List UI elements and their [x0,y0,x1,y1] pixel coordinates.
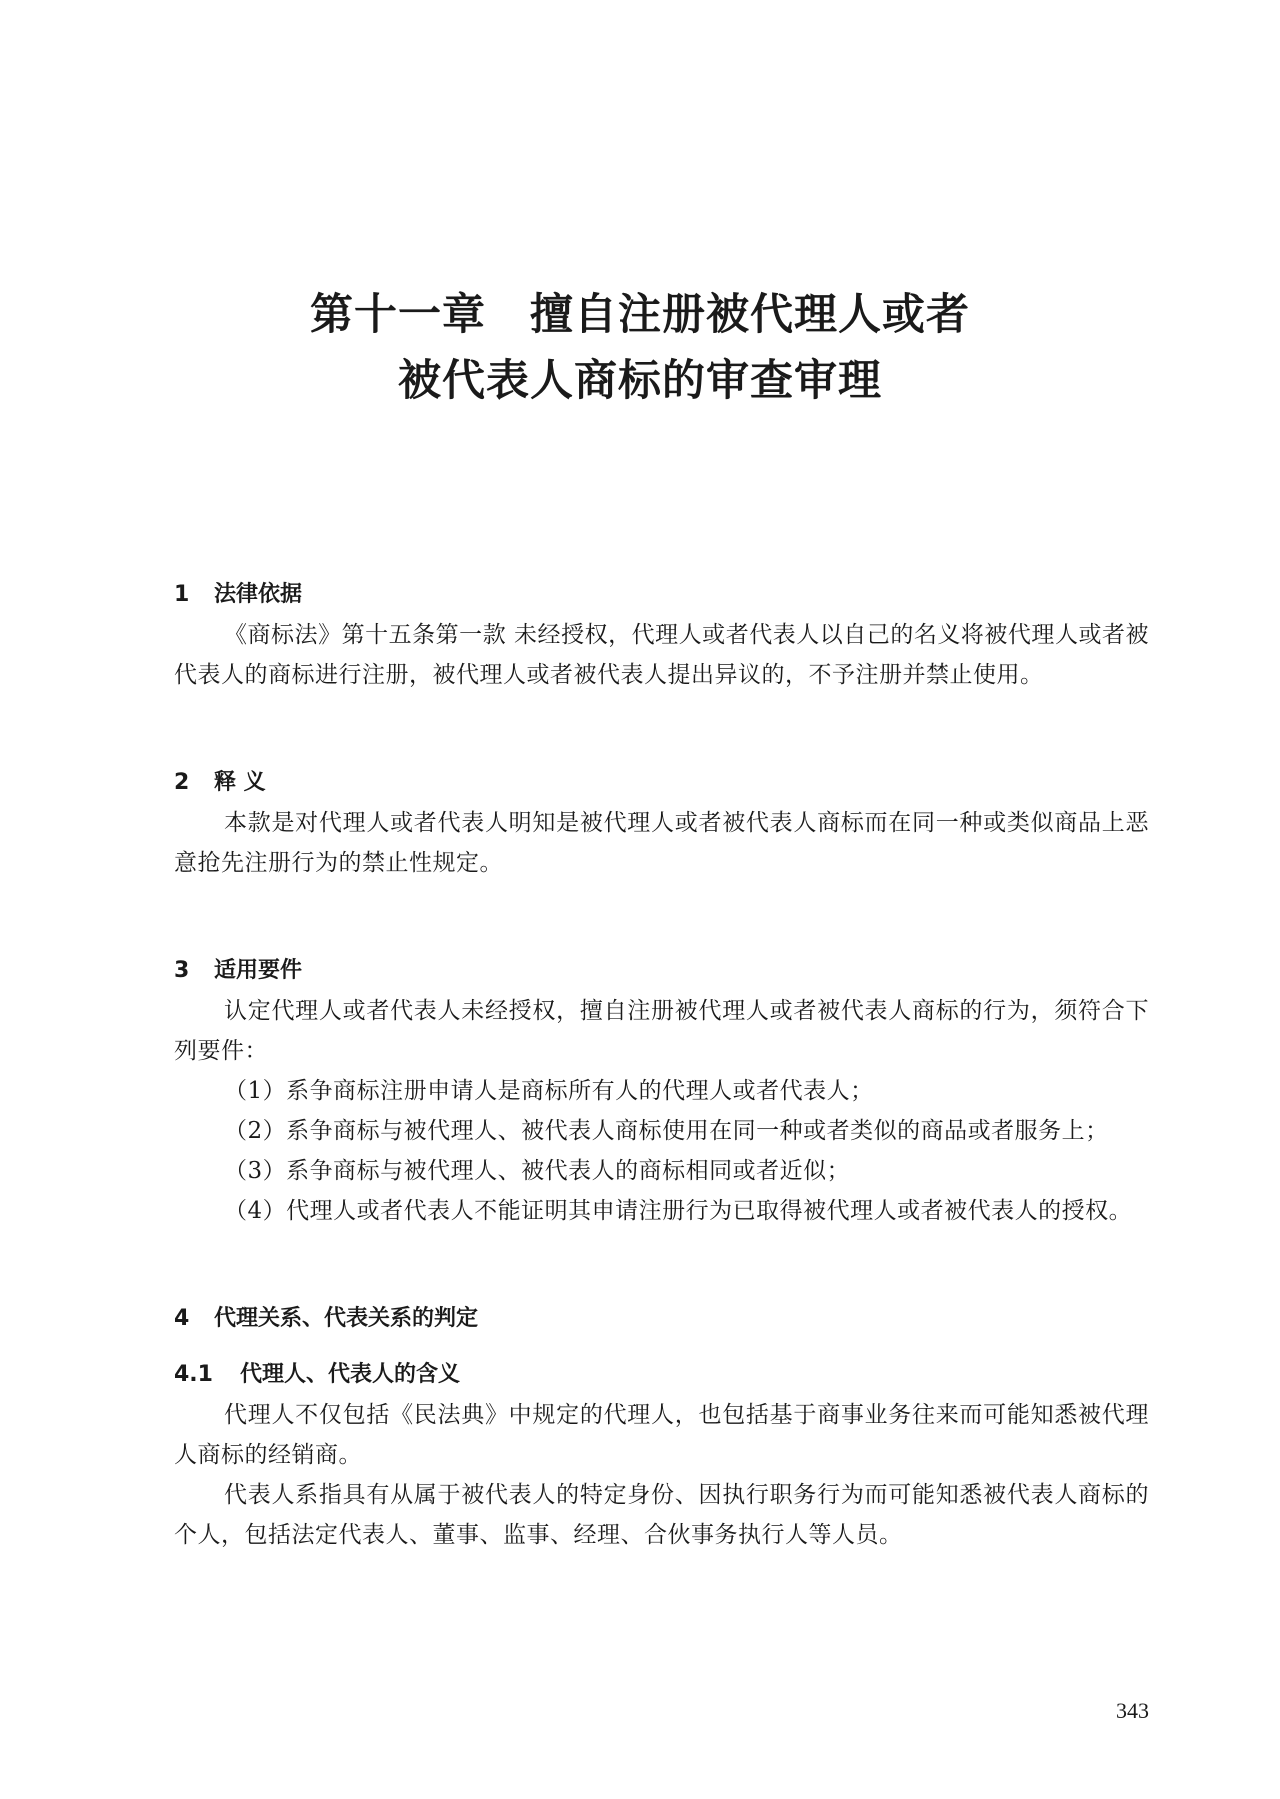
subsection-heading [174,1355,1149,1395]
section-number: 4 [174,1306,190,1331]
paragraph: 代理人不仅包括《民法典》中规定的代理人，也包括基于商事业务往来而可能知悉被代理人商标的经销商。 [174,1402,1149,1468]
section-number: 3 [174,958,190,983]
list-item: （2）系争商标与被代理人、被代表人商标使用在同一种或者类似的商品或者服务上； [224,1118,1109,1144]
subsection-number: 4.1 [174,1362,213,1387]
chapter-title-line-1 [0,282,1280,348]
list-item: （1）系争商标注册申请人是商标所有人的代理人或者代表人； [224,1078,874,1104]
chapter-title-line-2: 被代表人商标的审查审理 [398,356,882,406]
paragraph: 《商标法》第十五条第一款 未经授权，代理人或者代表人以自己的名义将被代理人或者被代表人的商标进行注册，被代理人或者被代表人提出异议的，不予注册并禁止使用。 [174,622,1149,688]
subsection-title: 代理人、代表人的含义 [240,1362,461,1387]
section-requirements [174,951,1149,1231]
list-item: （4）代理人或者代表人不能证明其申请注册行为已取得被代理人或者被代表人的授权。 [224,1198,1133,1224]
paragraph: 代表人系指具有从属于被代表人的特定身份、因执行职务行为而可能知悉被代表人商标的个人，包括法定代表人、董事、监事、经理、合伙事务执行人等人员。 [174,1482,1149,1548]
section-number: 1 [174,582,190,607]
paragraph: 认定代理人或者代表人未经授权，擅自注册被代理人或者被代表人商标的行为，须符合下列要件： [174,998,1149,1064]
subsection-definitions [174,1355,1149,1555]
chapter-number: 第十一章 [310,290,486,340]
section-heading [174,575,1149,615]
section-heading [174,763,1149,803]
paragraph: 本款是对代理人或者代表人明知是被代理人或者被代表人商标而在同一种或类似商品上恶意抢先注册行为的禁止性规定。 [174,810,1149,876]
section-title: 代理关系、代表关系的判定 [214,1306,479,1331]
chapter-title-part-1: 擅自注册被代理人或者 [530,290,970,340]
section-title: 适用要件 [214,958,303,983]
section-heading [174,1299,1149,1339]
document-body [174,575,1149,1555]
chapter-title [0,282,1280,414]
section-title: 法律依据 [214,582,303,607]
section-number: 2 [174,770,190,795]
list-item: （3）系争商标与被代理人、被代表人的商标相同或者近似； [224,1158,851,1184]
section-relationship-determination [174,1299,1149,1339]
section-legal-basis [174,575,1149,695]
section-interpretation [174,763,1149,883]
section-heading [174,951,1149,991]
page-number: 343 [1116,1698,1149,1723]
section-title: 释 义 [214,770,266,795]
